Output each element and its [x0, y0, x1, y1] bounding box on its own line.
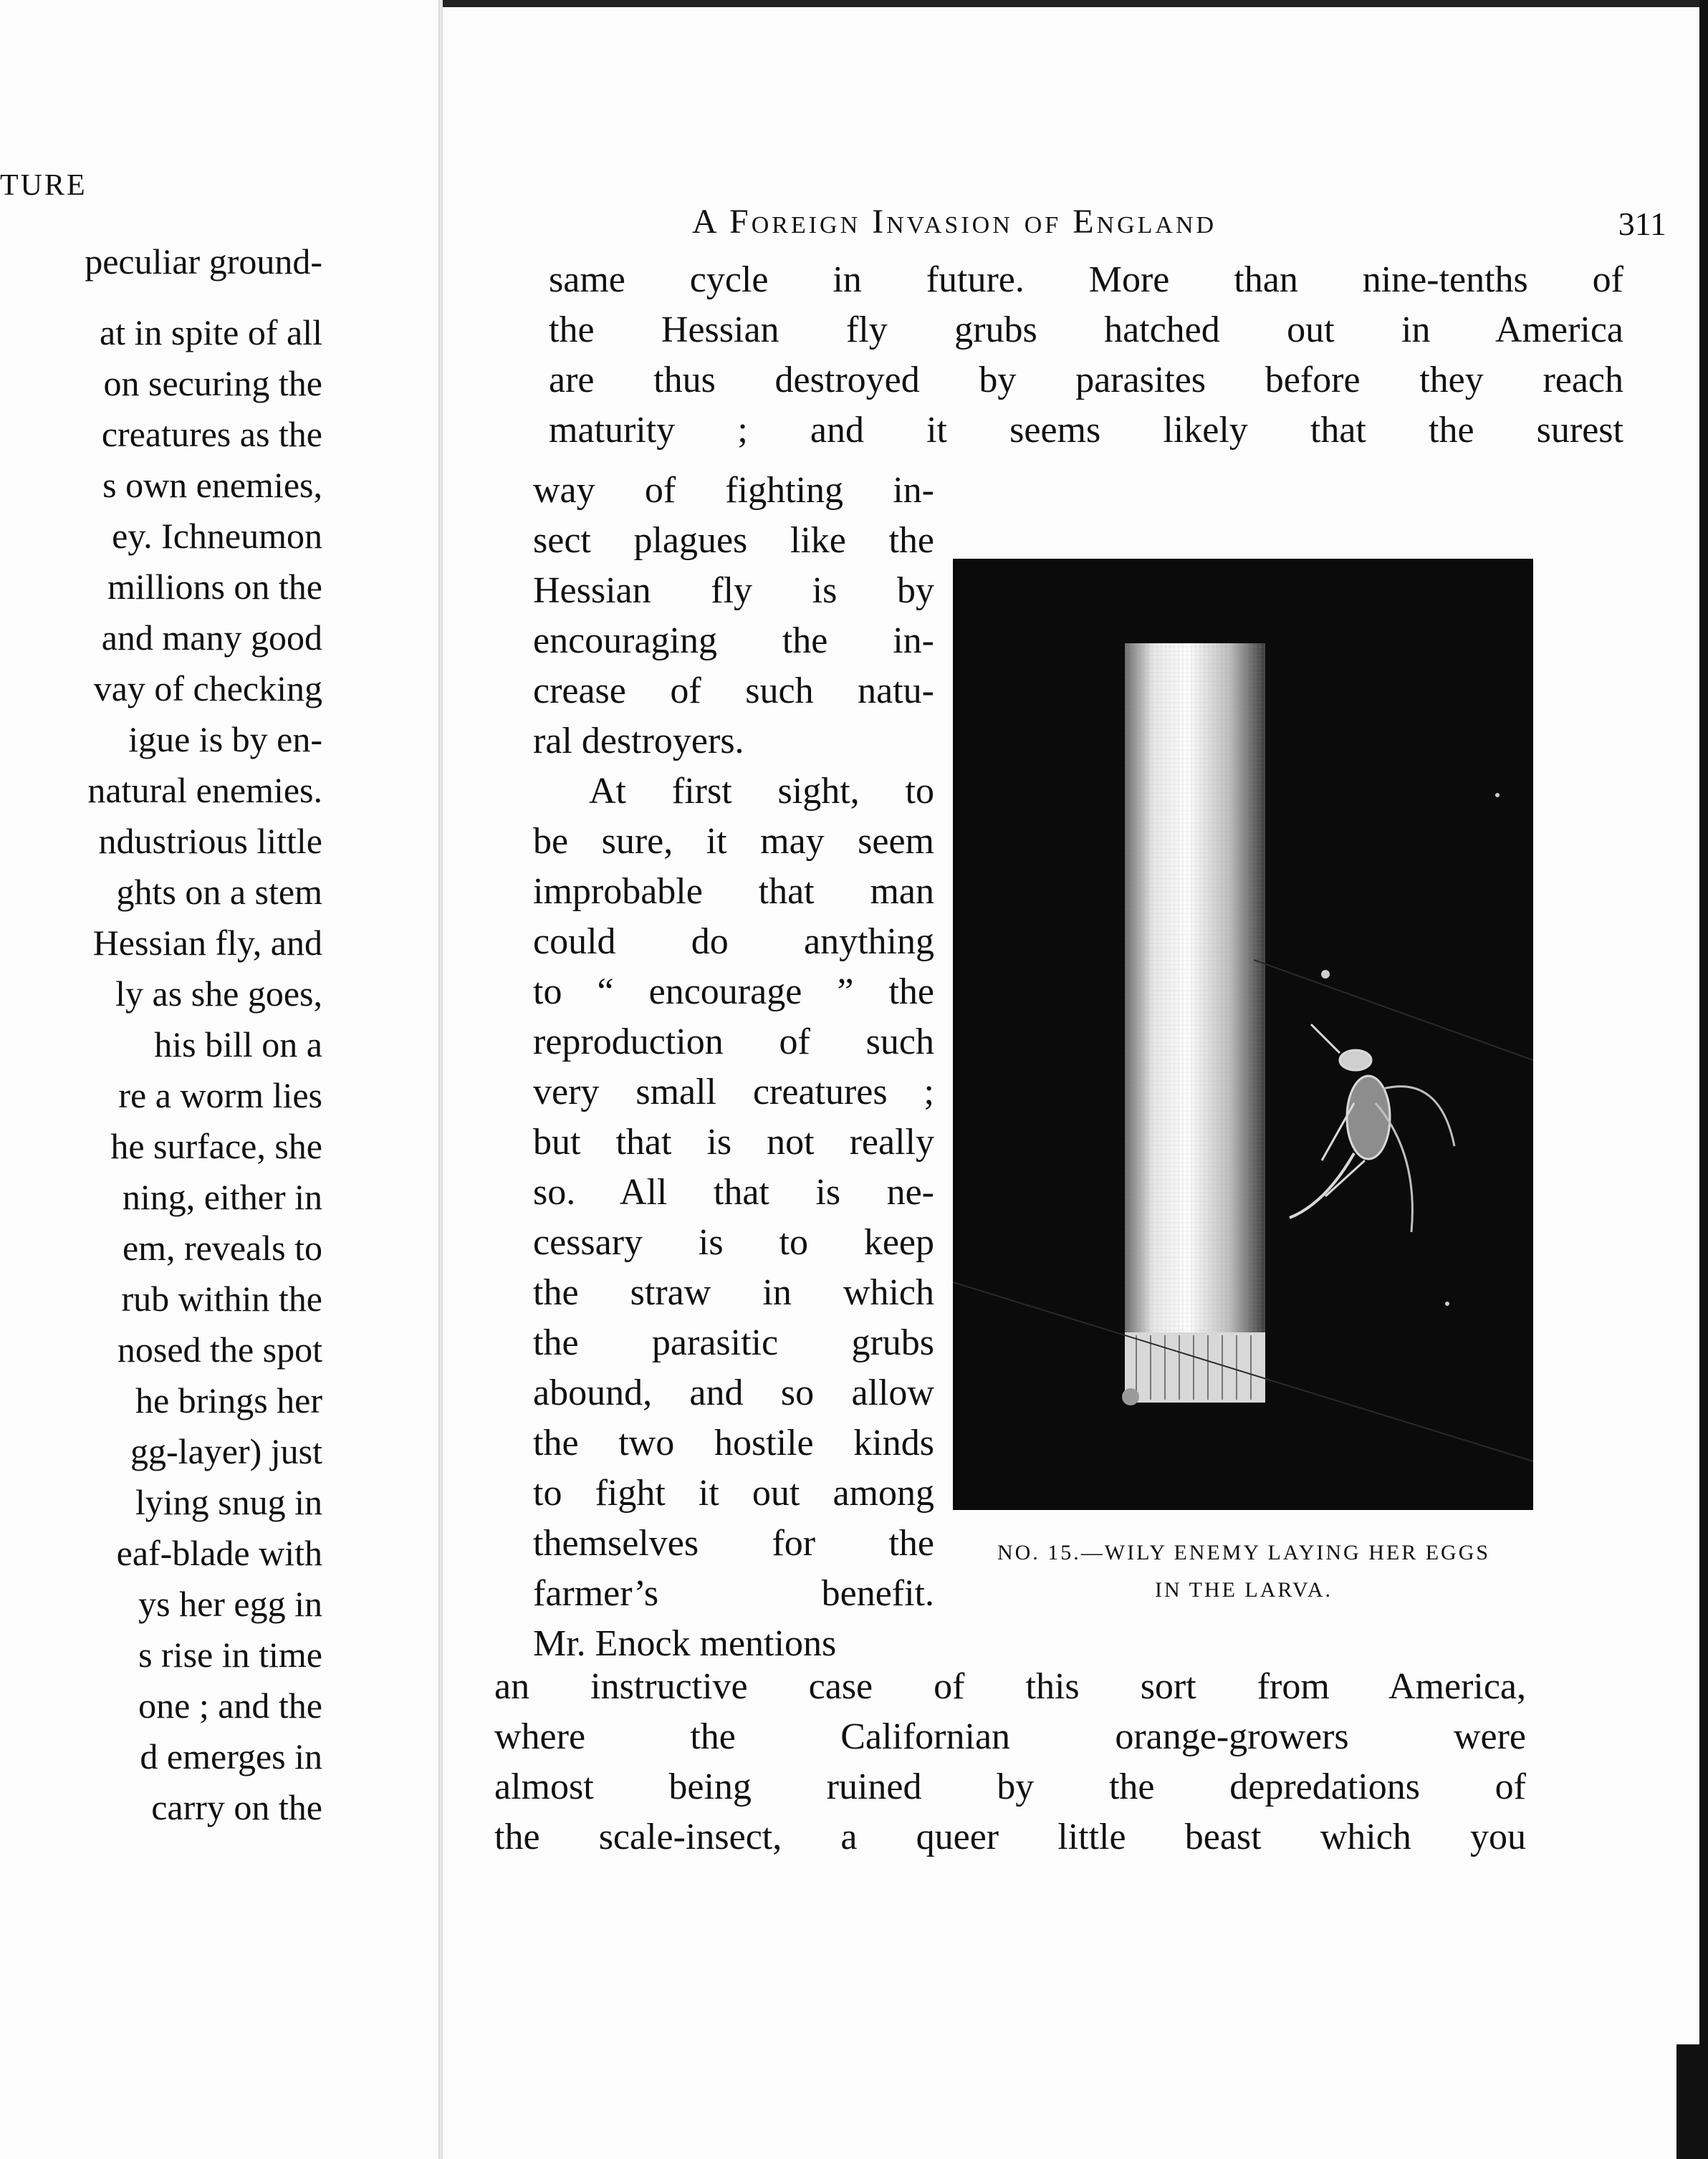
caption-line-1: NO. 15.—WILY ENEMY LAYING HER EGGS	[997, 1541, 1491, 1564]
text-line: way of fighting in-	[533, 470, 934, 511]
text-line: ey. Ichneumon	[112, 516, 322, 556]
text-line: the straw in which	[533, 1272, 934, 1313]
text-line: where the Californian orange-growers were	[494, 1716, 1526, 1757]
text-line: s rise in time	[138, 1635, 322, 1675]
text-line: reproduction of such	[533, 1021, 934, 1062]
text-line: ndustrious little	[98, 821, 322, 861]
text-line: Hessian fly, and	[92, 923, 322, 963]
text-line: an instructive case of this sort from America,	[494, 1666, 1526, 1707]
text-line: be sure, it may seem	[533, 821, 934, 862]
text-block-bottom	[494, 1662, 1526, 1862]
text-line: so. All that is ne-	[533, 1172, 934, 1213]
text-line: crease of such natu-	[533, 670, 934, 711]
text-line: sect plagues like the	[533, 520, 934, 561]
text-line: re a worm lies	[118, 1075, 322, 1115]
text-line: abound, and so allow	[533, 1372, 934, 1413]
text-line: to fight it out among	[533, 1473, 934, 1514]
text-line: the two hostile kinds	[533, 1423, 934, 1463]
text-line: peculiar ground-	[85, 241, 322, 282]
text-line: could do anything	[533, 921, 934, 962]
text-line: he surface, she	[110, 1126, 322, 1166]
text-line: one ; and the	[138, 1686, 322, 1726]
text-line: encouraging the in-	[533, 620, 934, 661]
text-line: cessary is to keep	[533, 1222, 934, 1263]
text-line: ly as she goes,	[115, 973, 322, 1014]
text-line: ghts on a stem	[116, 872, 322, 912]
text-line: millions on the	[107, 567, 322, 607]
figure-photo	[953, 559, 1533, 1510]
text-line: em, reveals to	[122, 1228, 322, 1268]
text-line: and many good	[101, 617, 322, 658]
text-line: eaf-blade with	[116, 1533, 322, 1573]
text-line: Hessian fly is by	[533, 570, 934, 611]
scan-edge-bottom	[1676, 2044, 1708, 2159]
text-line: same cycle in future. More than nine-tenths of	[549, 259, 1623, 300]
text-line: the parasitic grubs	[533, 1322, 934, 1363]
text-line: lying snug in	[135, 1482, 322, 1522]
text-line: gg-layer) just	[130, 1431, 322, 1471]
text-line: themselves for the	[533, 1523, 934, 1564]
straw-and-wasp-illustration	[953, 559, 1533, 1510]
page-header	[692, 202, 1666, 252]
text-line: but that is not really	[533, 1122, 934, 1163]
right-page	[443, 0, 1708, 2159]
text-line: on securing the	[103, 363, 322, 403]
text-line: ral destroyers.	[533, 721, 744, 761]
left-running-head: TURE	[0, 169, 87, 202]
left-page	[0, 0, 438, 2159]
text-line: rub within the	[121, 1279, 322, 1319]
text-line: s own enemies,	[102, 465, 322, 505]
caption-line-2: IN THE LARVA.	[1155, 1578, 1333, 1602]
text-line: maturity ; and it seems likely that the surest	[549, 410, 1623, 451]
text-line: carry on the	[151, 1787, 322, 1827]
text-line: At first sight, to	[589, 771, 934, 812]
text-line: to “ encourage ” the	[533, 971, 934, 1012]
text-line: his bill on a	[154, 1024, 322, 1064]
figure-caption	[936, 1534, 1552, 1609]
text-line: vay of checking	[93, 668, 322, 708]
text-line: very small creatures ;	[533, 1072, 934, 1112]
text-line: farmer’s benefit.	[533, 1573, 934, 1614]
text-line: are thus destroyed by parasites before they reach	[549, 360, 1623, 400]
text-line: ning, either in	[122, 1177, 322, 1217]
text-line: nosed the spot	[117, 1329, 322, 1370]
text-line: natural enemies.	[87, 770, 322, 810]
text-line: the Hessian fly grubs hatched out in America	[549, 309, 1623, 350]
text-line: d emerges in	[140, 1736, 322, 1776]
text-line: Mr. Enock mentions	[533, 1623, 837, 1664]
text-line: he brings her	[135, 1380, 322, 1420]
text-line: almost being ruined by the depredations of	[494, 1766, 1526, 1807]
text-line: improbable that man	[533, 871, 934, 912]
text-line: the scale-insect, a queer little beast which you	[494, 1817, 1526, 1857]
text-line: ys her egg in	[138, 1584, 322, 1624]
text-line: at in spite of all	[99, 312, 322, 352]
scan-edge-right	[1699, 0, 1708, 2159]
scan-edge-top	[443, 0, 1708, 7]
text-line: igue is by en-	[128, 719, 322, 759]
text-line: creatures as the	[101, 414, 322, 454]
text-block-top	[549, 255, 1623, 456]
left-page-text	[0, 236, 322, 1833]
running-head: A Foreign Invasion of England	[692, 203, 1217, 241]
page-number: 311	[1618, 206, 1666, 242]
text-block-narrow	[533, 466, 934, 1669]
